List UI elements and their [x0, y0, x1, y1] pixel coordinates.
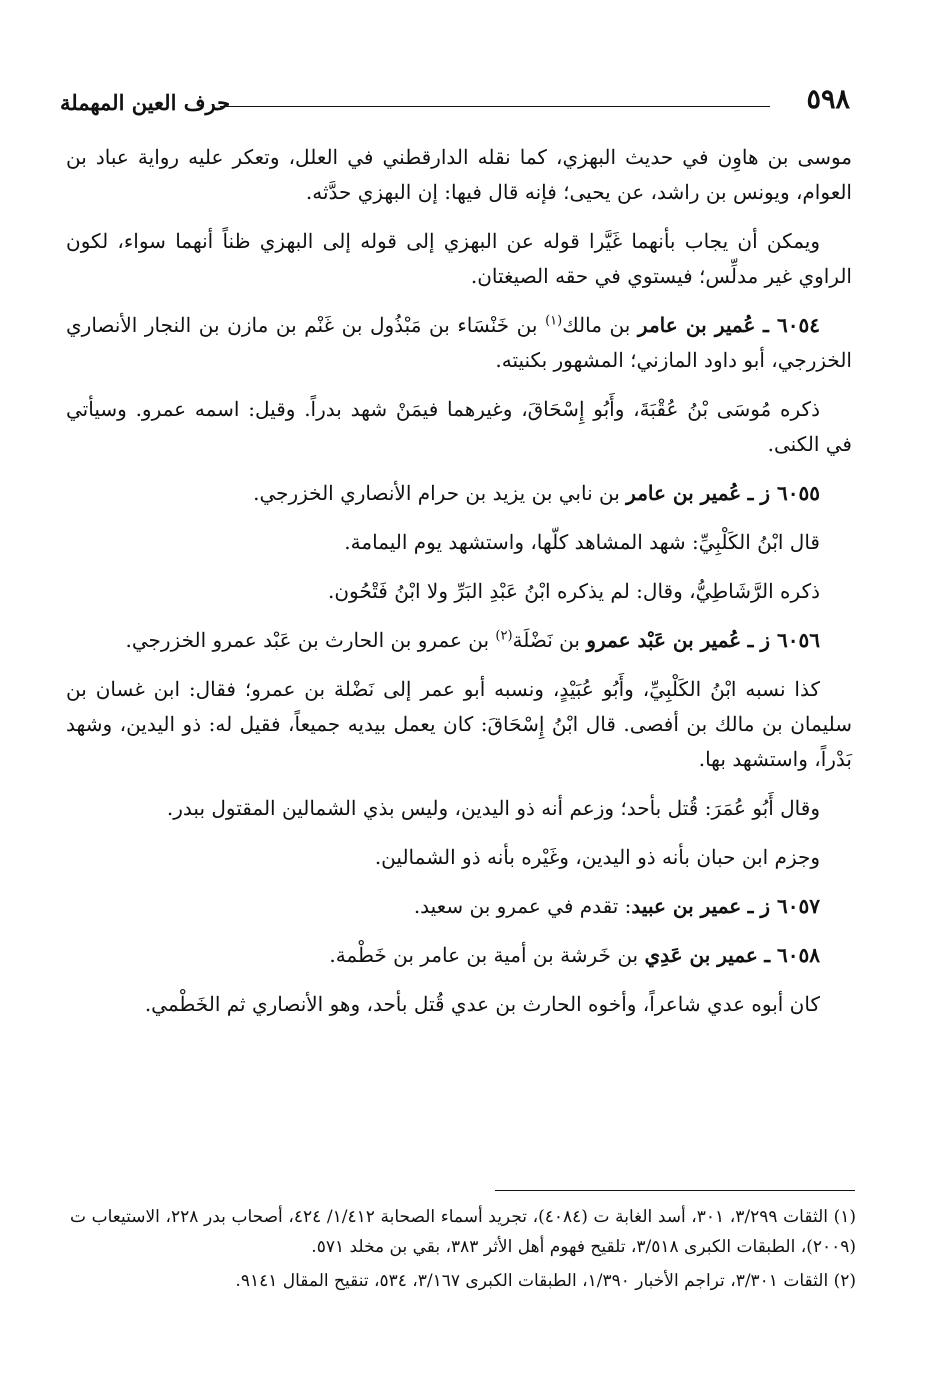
entry-name: عُمير بن عامر: [626, 481, 742, 505]
footnote-ref: (١): [545, 313, 563, 329]
paragraph: كان أبوه عدي شاعراً، وأخوه الحارث بن عدي قُتل بأحد، وهو الأنصاري ثم الخَطْمي.: [144, 992, 820, 1016]
footnote-2: (٢) الثقات ٣/٣٠١، تراجم الأخبار ١/٣٩٠، الطبقات الكبرى ٣/١٦٧، ٥٣٤، تنقيح المقال ٩١٤١.: [235, 1271, 856, 1291]
header-rule: [220, 106, 770, 107]
page-header: [60, 84, 850, 124]
entry-name: عُمير بن عامر: [637, 313, 756, 337]
entry-6056: [66, 623, 852, 658]
entry-6055: [66, 476, 852, 511]
footnotes: [70, 1202, 856, 1300]
main-text: [66, 140, 852, 1036]
paragraph: ويمكن أن يجاب بأنهما غَيَّرا قوله عن البهزي إلى قوله إلى البهزي ظناً أنهما سواء، لكون الراوي غير مدلِّس؛ فيستوي في حقه الصيغتان.: [66, 229, 852, 288]
footnote-1: (١) الثقات ٣/٢٩٩، ٣٠١، أسد الغابة ت (٤٠٨٤)، تجريد أسماء الصحابة ١/٤١٢/ ٤٢٤، أصحاب بدر ٢٢٨، الاستيعاب ت (٢٠٠٩)، الطبقات الكبرى ٣/٥١٨، تلقيح فهوم أهل الأثر ٣٨٣، بقي بن مخلد ٥٧١.: [70, 1207, 856, 1257]
entry-lineage: بن نَضْلَة: [512, 628, 587, 652]
entry-number: ٦٠٥٥ ز ـ: [747, 481, 820, 505]
entry-text: : تقدم في عمرو بن سعيد.: [413, 894, 632, 918]
entry-lineage: بن خَنْسَاء بن مَبْذُول بن غَنْم بن مازن بن النجار الأنصاري الخزرجي، أبو داود المازني؛ المشهور بكنيته.: [66, 313, 852, 372]
paragraph: ذكره مُوسَى بْنُ عُقْبَةَ، وأَبُو إِسْحَاقَ، وغيرهما فيمَنْ شهد بدراً. وقيل: اسمه عمرو. وسيأتي في الكنى.: [66, 397, 852, 456]
running-title: حرف العين المهملة: [60, 90, 231, 115]
entry-lineage: بن عمرو بن الحارث بن عَبْد عمرو الخزرجي.: [125, 628, 496, 652]
paragraph: قال ابْنُ الكَلْبِيِّ: شهد المشاهد كلّها، واستشهد يوم اليمامة.: [344, 530, 820, 554]
entry-lineage: بن مالك: [562, 313, 638, 337]
entry-number: ٦٠٥٧ ز ـ: [747, 894, 820, 918]
entry-name: عمير بن عَدِي: [644, 943, 758, 967]
entry-number: ٦٠٥٤ ـ: [762, 313, 820, 337]
entry-6054: [66, 308, 852, 378]
paragraph: كذا نسبه ابْنُ الكَلْبِيِّ، وأَبُو عُبَيْدٍ، ونسبه أبو عمر إلى نَضْلة بن عمرو؛ فقال: ابن غسان بن سليمان بن مالك بن أفصى. قال ابْنُ إِسْحَاقَ: كان يعمل بيديه جميعاً، فقيل له: ذو اليدين، وشهد بَدْراً، واستشهد بها.: [66, 677, 852, 771]
footnote-ref: (٢): [495, 628, 513, 644]
entry-lineage: بن خَرشة بن أمية بن عامر بن خَطْمة.: [329, 943, 645, 967]
page-number: ٥٩٨: [806, 84, 850, 115]
entry-6057: [66, 889, 852, 924]
paragraph: وقال أَبُو عُمَرَ: قُتل بأحد؛ وزعم أنه ذو اليدين، وليس بذي الشمالين المقتول ببدر.: [166, 796, 820, 820]
entry-number: ٦٠٥٨ ـ: [764, 943, 820, 967]
footnote-separator: [495, 1190, 855, 1191]
entry-lineage: بن نابي بن يزيد بن حرام الأنصاري الخزرجي.: [253, 481, 627, 505]
entry-name: عُمير بن عَبْد عمرو: [586, 628, 742, 652]
paragraph: ذكره الرَّشَاطِيُّ، وقال: لم يذكره ابْنُ عَبْدِ البَرِّ ولا ابْنُ فَتْحُون.: [327, 579, 820, 603]
entry-name: عمير بن عبيد: [631, 894, 742, 918]
paragraph-continuation: موسى بن هاوِن في حديث البهزي، كما نقله الدارقطني في العلل، وتعكر عليه رواية عباد بن العوام، ويونس بن راشد، عن يحيى؛ فإنه قال فيها: إن البهزي حدَّثه.: [66, 145, 852, 204]
entry-6058: [66, 938, 852, 973]
paragraph: وجزم ابن حبان بأنه ذو اليدين، وغَيْره بأنه ذو الشمالين.: [374, 845, 820, 869]
entry-number: ٦٠٥٦ ز ـ: [747, 628, 820, 652]
